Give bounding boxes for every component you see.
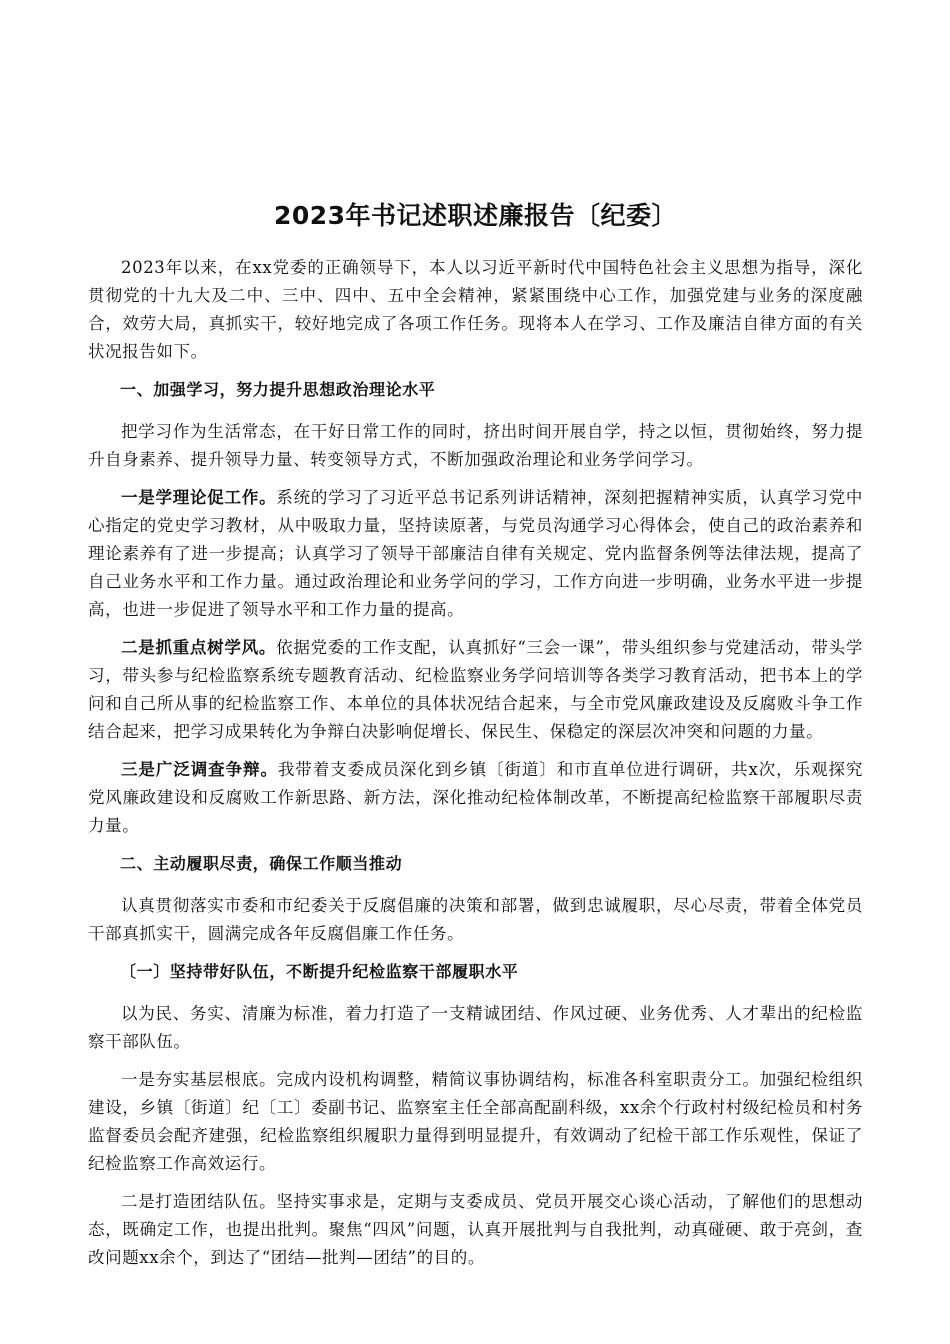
document-page [88,198,863,1282]
intro-paragraph: 2023年以来，在xx党委的正确领导下，本人以习近平新时代中国特色社会主义思想为指导，深化贯彻党的十九大及二中、三中、四中、五中全会精神，紧紧围绕中心工作，加强党建与业务的深度融合，效劳大局，真抓实干，较好地完成了各项工作任务。现将本人在学习、工作及廉洁自律方面的有关状况报告如下。 [88,258,863,361]
section-1-item-2-lead: 二是抓重点树学风。 [121,638,277,657]
section-1-item-2-body: 依据党委的工作支配，认真抓好“三会一课”，带头组织参与党建活动，带头学习，带头参与纪检监察系统专题教育活动、纪检监察业务学问培训等各类学习教育活动，把书本上的学问和自己所从事的纪检监察工作、本单位的具体状况结合起来，与全市党风廉政建设及反腐败斗争工作结合起来，把学习成果转化为争辩白决影响促增长、保民生、保稳定的深层次冲突和问题的力量。 [88,638,864,741]
subsection-1-heading: 〔一〕坚持带好队伍，不断提升纪检监察干部履职水平 [120,962,519,981]
section-1-item-3-body: 我带着支委成员深化到乡镇〔街道〕和市直单位进行调研，共x次，乐观探究党风廉政建设和反腐败工作新思路、新方法，深化推动纪检体制改革，不断提高纪检监察干部履职尽责力量。 [88,760,863,835]
section-1-item-1-body: 系统的学习了习近平总书记系列讲话精神，深刻把握精神实质，认真学习党中心指定的党史学习教材，从中吸取力量，坚持读原著，与党员沟通学习心得体会，使自己的政治素养和理论素养有了进一步提高；认真学习了领导干部廉洁自律有关规定、党内监督条例等法律法规，提高了自己业务水平和工作力量。通过政治理论和业务学问的学习，工作方向进一步明确，业务水平进一步提高，也进一步促进了领导水平和工作力量的提高。 [88,488,863,619]
section-1-item-2 [88,634,863,746]
document-title: 2023年书记述职述廉报告〔纪委〕 [273,201,678,230]
section-1-item-1-lead: 一是学理论促工作。 [121,488,277,507]
section-2-intro: 认真贯彻落实市委和市纪委关于反腐倡廉的决策和部署，做到忠诚履职，尽心尽责，带着全体党员干部真抓实干，圆满完成各年反腐倡廉工作任务。 [88,896,863,943]
section-1-intro: 把学习作为生活常态，在干好日常工作的同时，挤出时间开展自学，持之以恒，贯彻始终，努力提升自身素养、提升领导力量、转变领导方式，不断加强政治理论和业务学问学习。 [88,422,863,469]
section-1-item-3 [88,756,863,840]
section-1-item-3-lead: 三是广泛调查争辩。 [121,760,278,779]
subsection-1-item-2: 二是打造团结队伍。坚持实事求是，定期与支委成员、党员开展交心谈心活动，了解他们的思想动态，既确定工作，也提出批判。聚焦“四风”问题，认真开展批判与自我批判，动真碰硬、敢于亮剑，查改问题xx余个，到达了“团结—批判—团结”的目的。 [88,1192,863,1267]
subsection-1-intro: 以为民、务实、清廉为标准，着力打造了一支精诚团结、作风过硬、业务优秀、人才辈出的纪检监察干部队伍。 [88,1004,863,1051]
section-1-heading: 一、加强学习，努力提升思想政治理论水平 [120,380,436,399]
section-1-item-1 [88,484,863,624]
section-2-heading: 二、主动履职尽责，确保工作顺当推动 [120,854,403,873]
subsection-1-item-1: 一是夯实基层根底。完成内设机构调整，精简议事协调结构，标准各科室职责分工。加强纪检组织建设，乡镇〔街道〕纪〔工〕委副书记、监察室主任全部高配副科级，xx余个行政村村级纪检员和村务监督委员会配齐建强，纪检监察组织履职力量得到明显提升，有效调动了纪检干部工作乐观性，保证了纪检监察工作高效运行。 [88,1070,863,1173]
